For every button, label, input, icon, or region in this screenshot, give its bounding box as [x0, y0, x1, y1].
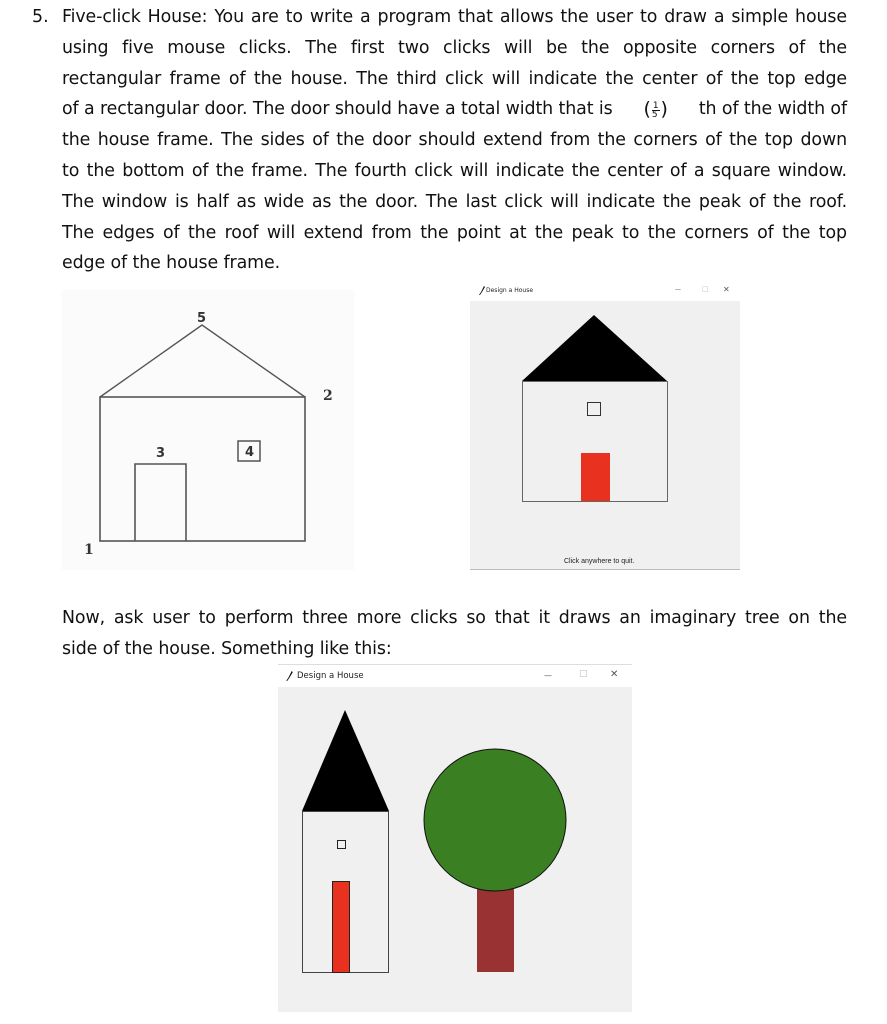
- problem-line: rectangular frame of the house. The third click will indicate the center of the top edge: [62, 68, 847, 89]
- minimize-button[interactable]: —: [675, 286, 681, 293]
- fraction-expression: ( $\frac{1}{5}$ ): [643, 98, 668, 121]
- sketch-roof: [100, 325, 305, 397]
- problem-line-fraction: [62, 94, 847, 125]
- problem-statement: [62, 2, 847, 279]
- problem-line: Five-click House: You are to write a program that allows the user to draw a simple house: [62, 7, 847, 27]
- tree-trunk: [477, 880, 514, 972]
- minimize-button[interactable]: —: [544, 671, 552, 680]
- problem-line: the house frame. The sides of the door should extend from the corners of the top down: [62, 130, 847, 151]
- drawing-canvas[interactable]: [470, 301, 740, 569]
- sketch-label-1: 1: [84, 542, 94, 558]
- followup-line: Now, ask user to perform three more clicks so that it draws an imaginary tree on the: [62, 608, 847, 628]
- sketch-label-4: 4: [245, 445, 255, 460]
- window-title: Design a House: [297, 671, 364, 681]
- title-bar: [470, 282, 740, 301]
- sketch-label-3: 3: [156, 446, 166, 461]
- feather-icon: [285, 671, 294, 682]
- feather-icon: [478, 286, 486, 296]
- problem-line: The edges of the roof will extend from the point at the peak to the corners of the top: [62, 222, 847, 243]
- problem-line: The window is half as wide as the door. The last click will indicate the peak of the roof.: [62, 191, 847, 212]
- fraction-line-after: th of the width of: [698, 99, 847, 120]
- design-house-tree-window: [278, 664, 632, 1012]
- problem-number: 5.: [32, 7, 49, 27]
- sketch-label-5: 5: [197, 311, 207, 326]
- window-title: Design a House: [486, 287, 534, 294]
- fraction-numerator: 1: [652, 100, 659, 111]
- problem-line: edge of the house frame.: [62, 253, 281, 274]
- maximize-button[interactable]: □: [702, 285, 709, 293]
- tree-crown: [424, 749, 566, 891]
- drawing-canvas[interactable]: [278, 686, 632, 1012]
- sketch-door: [135, 464, 186, 541]
- design-house-window: [470, 282, 740, 570]
- house-roof: [302, 710, 389, 811]
- house-sketch-diagram: [62, 290, 354, 570]
- fraction-denominator: 5: [651, 109, 658, 120]
- house-door: [581, 453, 610, 501]
- sketch-frame: [100, 397, 305, 541]
- status-text: Click anywhere to quit.: [564, 558, 635, 565]
- fraction-line-before: of a rectangular door. The door should have a total width that is: [62, 99, 613, 120]
- maximize-button[interactable]: □: [579, 669, 588, 679]
- house-door: [333, 882, 350, 973]
- house-window: [588, 403, 601, 416]
- sketch-label-2: 2: [323, 388, 333, 404]
- house-window: [338, 841, 346, 849]
- title-bar: [278, 664, 632, 687]
- problem-line: to the bottom of the frame. The fourth click will indicate the center of a square window.: [62, 160, 847, 181]
- close-button[interactable]: ✕: [610, 669, 619, 680]
- close-button[interactable]: ✕: [723, 285, 730, 294]
- house-roof: [522, 315, 667, 381]
- followup-line: side of the house. Something like this:: [62, 638, 392, 659]
- followup-statement: [62, 603, 847, 665]
- problem-line: using five mouse clicks. The first two clicks will be the opposite corners of the: [62, 37, 847, 58]
